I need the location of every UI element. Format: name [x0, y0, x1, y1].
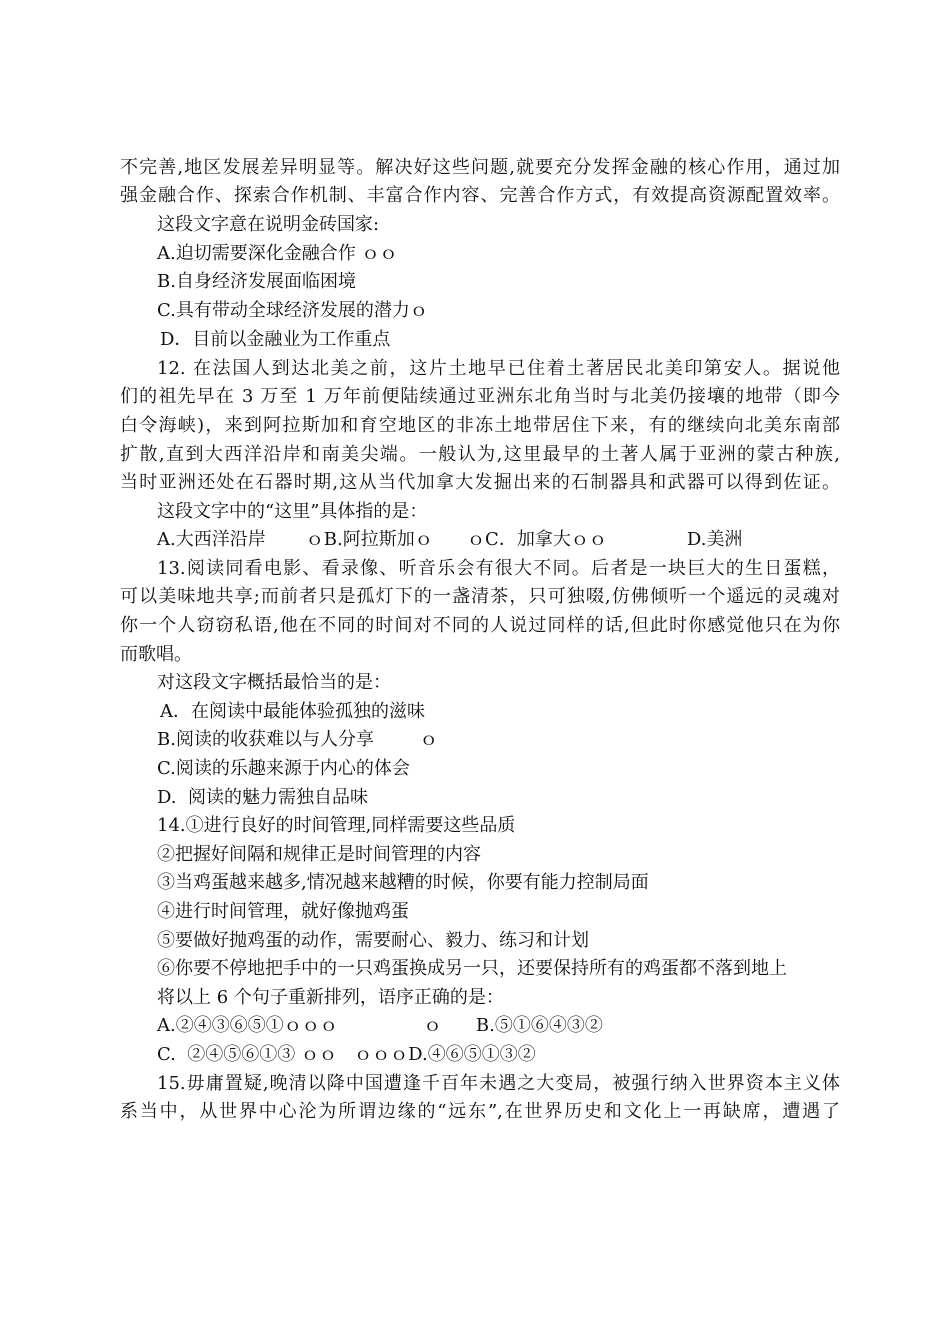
option-c: C.阅读的乐趣来源于内心的体会	[157, 758, 410, 779]
question-15-line: 15.毋庸置疑,晚清以降中国遭逢千百年未遇之大变局，被强行纳入世界资本主义体	[157, 1073, 840, 1094]
options-row: A.②④③⑥⑤①ｏｏｏ ｏ B.⑤①⑥④③②	[157, 1015, 603, 1036]
option-b: B.自身经济发展面临困境	[157, 271, 356, 292]
paragraph-line: 而歌唱。	[120, 644, 192, 665]
sentence-6: ⑥你要不停地把手中的一只鸡蛋换成另一只，还要保持所有的鸡蛋都不落到地上	[157, 958, 787, 979]
option-d: D. 阅读的魅力需独自品味	[157, 787, 368, 808]
paragraph-line: 当时亚洲还处在石器时期,这从当代加拿大发掘出来的石制器具和武器可以得到佐证。	[120, 472, 840, 493]
options-row: C. ②④⑤⑥①③ ｏｏ ｏｏｏD.④⑥⑤①③②	[157, 1044, 536, 1065]
sentence-5: ⑤要做好抛鸡蛋的动作，需要耐心、毅力、练习和计划	[157, 930, 589, 951]
option-b: B.阅读的收获难以与人分享 ｏ	[157, 729, 438, 750]
question-stem: 对这段文字概括最恰当的是：	[157, 672, 391, 693]
sentence-1: 14.①进行良好的时间管理,同样需要这些品质	[157, 815, 516, 836]
option-c: C.具有带动全球经济发展的潜力ｏ	[157, 300, 428, 321]
paragraph-line: 不完善,地区发展差异明显等。解决好这些问题,就要充分发挥金融的核心作用，通过加	[120, 157, 840, 178]
question-12-line: 12. 在法国人到达北美之前，这片土地早已住着土著居民北美印第安人。据说他	[157, 358, 840, 379]
paragraph-line: 白令海峡)，来到阿拉斯加和育空地区的非冻土地带居住下来，有的继续向北美东南部	[120, 415, 840, 436]
paragraph-line: 们的祖先早在 3 万至 1 万年前便陆续通过亚洲东北角当时与北美仍接壤的地带（即今	[120, 386, 840, 407]
sentence-3: ③当鸡蛋越来越多,情况越来越糟的时候，你要有能力控制局面	[157, 872, 649, 893]
sentence-2: ②把握好间隔和规律正是时间管理的内容	[157, 844, 481, 865]
options-row: A.大西洋沿岸 ｏB.阿拉斯加ｏ ｏC．加拿大ｏｏ D.美洲	[157, 529, 743, 550]
option-d: D．目前以金融业为工作重点	[160, 329, 391, 350]
question-stem: 将以上 6 个句子重新排列，语序正确的是：	[157, 987, 504, 1008]
question-stem: 这段文字意在说明金砖国家:	[157, 214, 380, 235]
paragraph-line: 强金融合作、探索合作机制、丰富合作内容、完善合作方式，有效提高资源配置效率。	[120, 185, 840, 206]
paragraph-line: 扩散,直到大西洋沿岸和南美尖端。一般认为,这里最早的土著人属于亚洲的蒙古种族,	[120, 444, 840, 465]
question-13-line: 13.阅读同看电影、看录像、听音乐会有很大不同。后者是一块巨大的生日蛋糕，	[157, 558, 840, 579]
paragraph-line: 系当中，从世界中心沦为所谓边缘的“远东”,在世界历史和文化上一再缺席，遭遇了	[120, 1101, 840, 1122]
question-stem: 这段文字中的“这里”具体指的是：	[157, 501, 428, 522]
paragraph-line: 可以美味地共享;而前者只是孤灯下的一盏清茶，只可独啜,仿佛倾听一个遥远的灵魂对	[120, 586, 840, 607]
option-a: A．在阅读中最能体验孤独的滋味	[160, 701, 425, 722]
paragraph-line: 你一个人窃窃私语,他在不同的时间对不同的人说过同样的话,但此时你感觉他只在为你	[120, 615, 840, 636]
option-a: A.迫切需要深化金融合作 ｏｏ	[157, 243, 398, 264]
sentence-4: ④进行时间管理，就好像抛鸡蛋	[157, 901, 409, 922]
